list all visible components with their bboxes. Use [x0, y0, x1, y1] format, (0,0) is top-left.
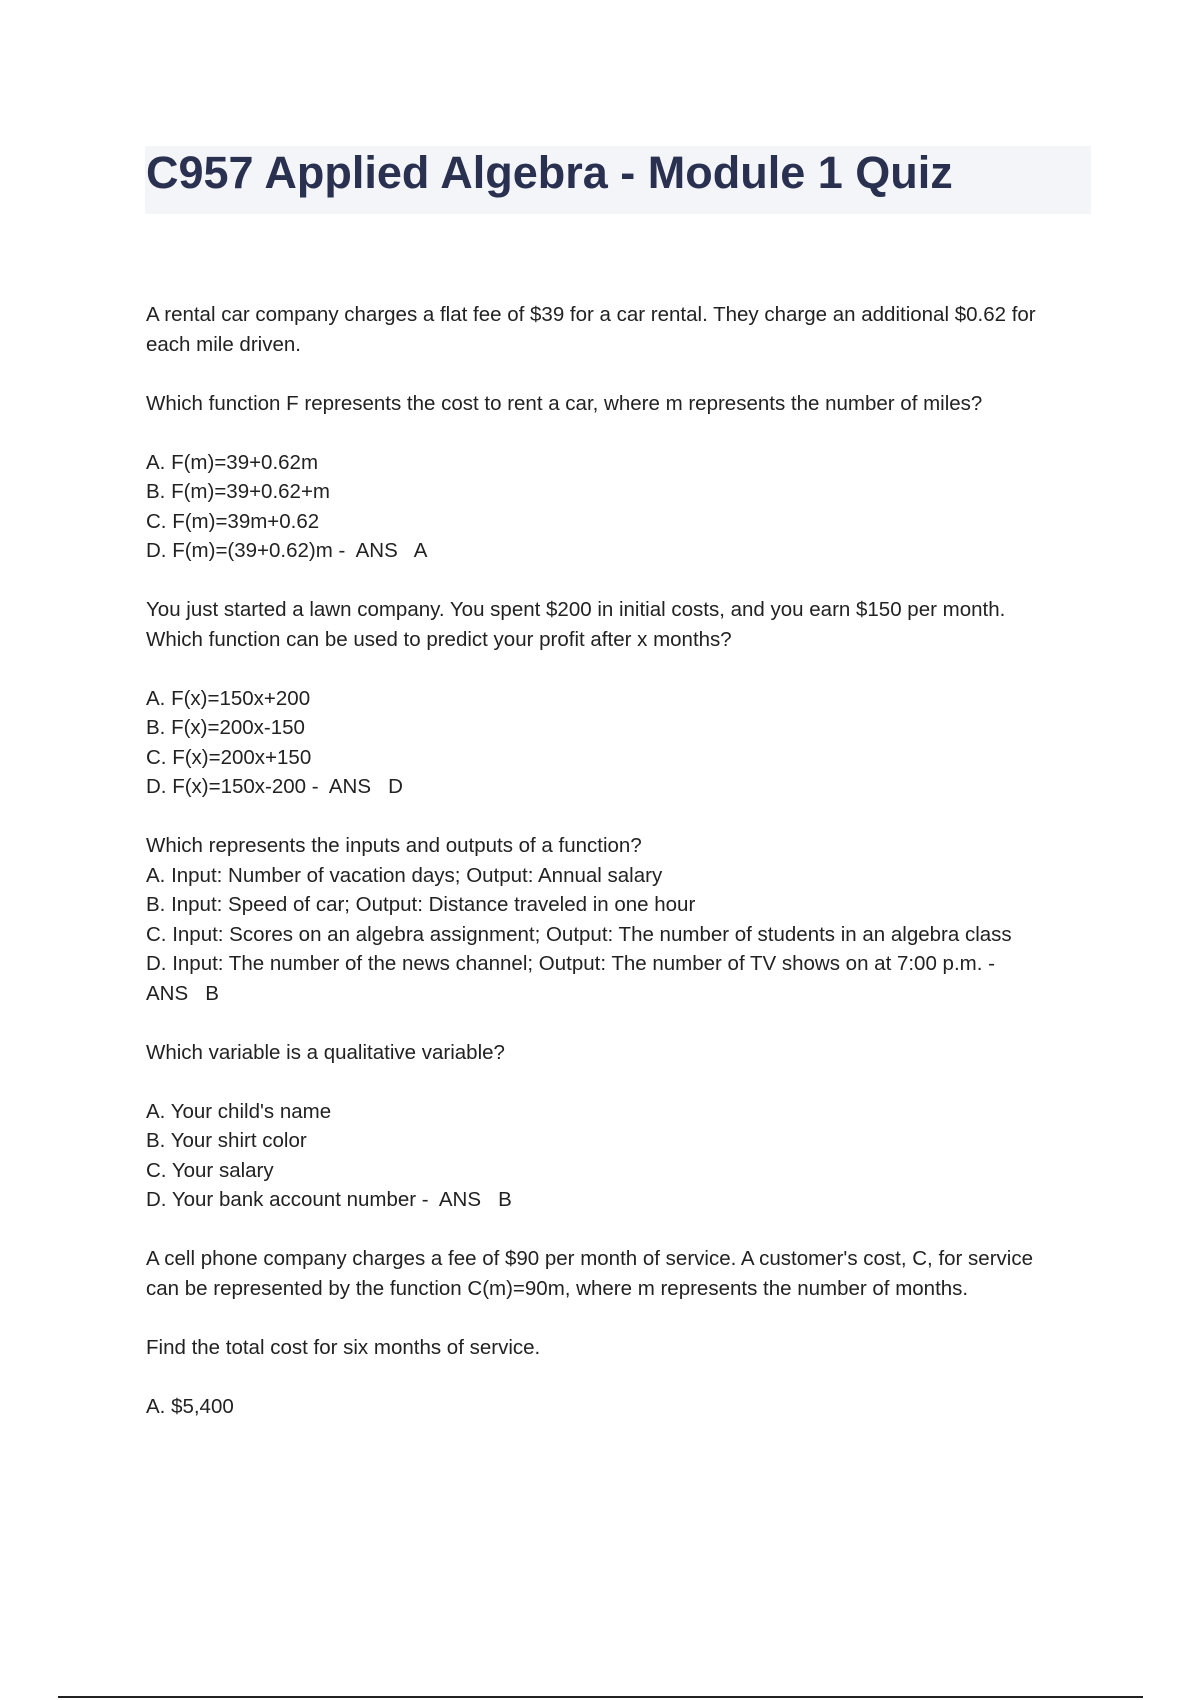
q1-prompt-text: A rental car company charges a flat fee of $39 for a car rental. They charge an additional $0.62 for each mile driven. — [146, 303, 1036, 356]
q1-question-text: Which function F represents the cost to rent a car, where m represents the number of miles? — [146, 391, 983, 415]
q2-option-c: C. F(x)=200x+150 — [146, 745, 312, 769]
footer-divider — [58, 1696, 1143, 1698]
q3-option-c: C. Input: Scores on an algebra assignment; Output: The number of students in an algebra class — [146, 922, 1012, 946]
q2-options — [146, 684, 1086, 802]
q3-answer: ANS B — [146, 981, 219, 1005]
q1-options — [146, 448, 1086, 566]
q5-option-a: A. $5,400 — [146, 1394, 234, 1418]
quiz-content — [146, 300, 1086, 1451]
q1-question — [146, 389, 1086, 419]
q2-option-d-row — [146, 772, 1086, 802]
q3-option-d: D. Input: The number of the news channel; Output: The number of TV shows on at 7:00 p.m. - — [146, 952, 995, 975]
q5-prompt — [146, 1244, 1086, 1303]
q2-option-b: B. F(x)=200x-150 — [146, 716, 305, 739]
q2-prompt-line1: You just started a lawn company. You spent $200 in initial costs, and you earn $150 per month. — [146, 598, 1006, 621]
q4-option-c: C. Your salary — [146, 1158, 274, 1182]
q3-block — [146, 831, 1086, 1008]
q4-option-b: B. Your shirt color — [146, 1129, 307, 1152]
q4-option-d: D. Your bank account number — [146, 1188, 417, 1211]
q1-option-d-row — [146, 536, 1086, 566]
q1-option-a: A. F(m)=39+0.62m — [146, 450, 319, 474]
q4-option-d-row — [146, 1185, 1086, 1215]
q1-answer: - ANS A — [332, 539, 428, 562]
q1-option-d: D. F(m)=(39+0.62)m — [146, 539, 333, 562]
document-title: C957 Applied Algebra - Module 1 Quiz — [146, 147, 953, 198]
q1-prompt — [146, 300, 1086, 359]
q5-question-text: Find the total cost for six months of service. — [146, 1335, 541, 1359]
q4-answer: - ANS B — [416, 1188, 512, 1211]
q2-prompt — [146, 595, 1086, 654]
q3-question-text: Which represents the inputs and outputs of a function? — [146, 834, 642, 857]
q4-question-text: Which variable is a qualitative variable? — [146, 1040, 505, 1064]
q1-option-b: B. F(m)=39+0.62+m — [146, 480, 331, 503]
q4-option-a: A. Your child's name — [146, 1099, 332, 1123]
q2-prompt-line2: Which function can be used to predict your profit after x months? — [146, 627, 732, 651]
q2-option-a: A. F(x)=150x+200 — [146, 686, 311, 710]
q2-answer: - ANS D — [306, 775, 403, 798]
q5-question — [146, 1333, 1086, 1363]
q1-option-c: C. F(m)=39m+0.62 — [146, 509, 320, 533]
q4-options — [146, 1097, 1086, 1215]
q5-options — [146, 1392, 1086, 1422]
q3-option-b: B. Input: Speed of car; Output: Distance traveled in one hour — [146, 893, 696, 916]
q5-prompt-text: A cell phone company charges a fee of $90 per month of service. A customer's cost, C, for service can be represented by the function C(m)=90m, where m represents the number of months. — [146, 1247, 1033, 1300]
q3-option-a: A. Input: Number of vacation days; Output: Annual salary — [146, 863, 663, 887]
q2-option-d: D. F(x)=150x-200 — [146, 775, 307, 798]
q4-question — [146, 1038, 1086, 1068]
